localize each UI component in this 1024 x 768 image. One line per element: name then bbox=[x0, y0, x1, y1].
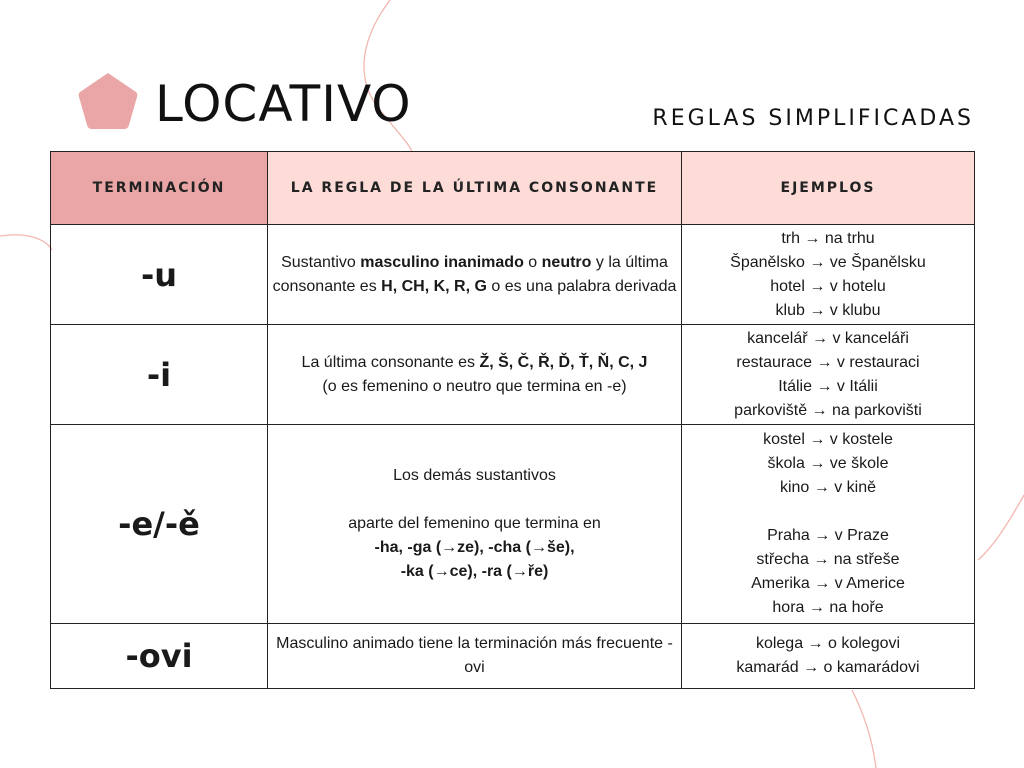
locative-rules-table bbox=[50, 151, 975, 689]
examples-cell bbox=[682, 624, 975, 689]
rule-cell: Masculino animado tiene la terminación más frecuente -ovi bbox=[268, 624, 682, 689]
example-item: restaurace → v restauraci bbox=[736, 353, 920, 371]
ending-cell: -ovi bbox=[51, 624, 268, 689]
ending-cell: -u bbox=[51, 225, 268, 325]
example-item: střecha → na střeše bbox=[756, 551, 900, 568]
table-header-row bbox=[51, 152, 975, 225]
header-examples: EJEMPLOS bbox=[682, 152, 975, 225]
example-item: kolega → o kolegovi bbox=[755, 635, 901, 652]
example-item: parkoviště → na parkovišti bbox=[734, 401, 922, 419]
example-item: Amerika → v Americe bbox=[751, 575, 905, 592]
example-item: hora → na hoře bbox=[772, 599, 884, 616]
table-row bbox=[51, 624, 975, 689]
example-item: Španělsko → ve Španělsku bbox=[730, 253, 926, 271]
ending-cell: -i bbox=[51, 325, 268, 425]
table-row bbox=[51, 325, 975, 425]
table-row bbox=[51, 425, 975, 624]
example-item: škola → ve škole bbox=[767, 455, 889, 472]
example-item: klub → v klubu bbox=[775, 301, 881, 319]
rule-cell: Sustantivo masculino inanimado o neutro y la última consonante es H, CH, K, R, G o es una palabra derivada bbox=[268, 225, 682, 325]
page-subtitle: REGLAS SIMPLIFICADAS bbox=[652, 106, 974, 131]
rule-cell: Los demás sustantivos aparte del femenino que termina en -ha, -ga (→ze), -cha (→še), -ka (→ce), -ra (→ře) bbox=[268, 425, 682, 624]
examples-cell bbox=[682, 325, 975, 425]
ending-cell: -e/-ě bbox=[51, 425, 268, 624]
example-item: Itálie → v Itálii bbox=[778, 377, 878, 395]
rule-cell: La última consonante es Ž, Š, Č, Ř, Ď, Ť, Ň, C, J (o es femenino o neutro que termina en -e) bbox=[268, 325, 682, 425]
example-item: kino → v kině bbox=[779, 479, 877, 496]
table-row bbox=[51, 225, 975, 325]
example-item: trh → na trhu bbox=[781, 229, 875, 247]
example-item: hotel → v hotelu bbox=[770, 277, 886, 295]
examples-cell bbox=[682, 225, 975, 325]
header-ending: TERMINACIÓN bbox=[51, 152, 268, 225]
example-item: kancelář → v kanceláři bbox=[747, 329, 909, 347]
example-item: kostel → v kostele bbox=[763, 431, 893, 448]
example-item: kamarád → o kamarádovi bbox=[736, 659, 920, 676]
header-rule: LA REGLA DE LA ÚLTIMA CONSONANTE bbox=[268, 152, 682, 225]
example-item: Praha → v Praze bbox=[767, 527, 889, 544]
page-title: LOCATIVO bbox=[155, 75, 412, 133]
examples-cell bbox=[682, 425, 975, 624]
pentagon-logo-icon bbox=[76, 70, 140, 132]
